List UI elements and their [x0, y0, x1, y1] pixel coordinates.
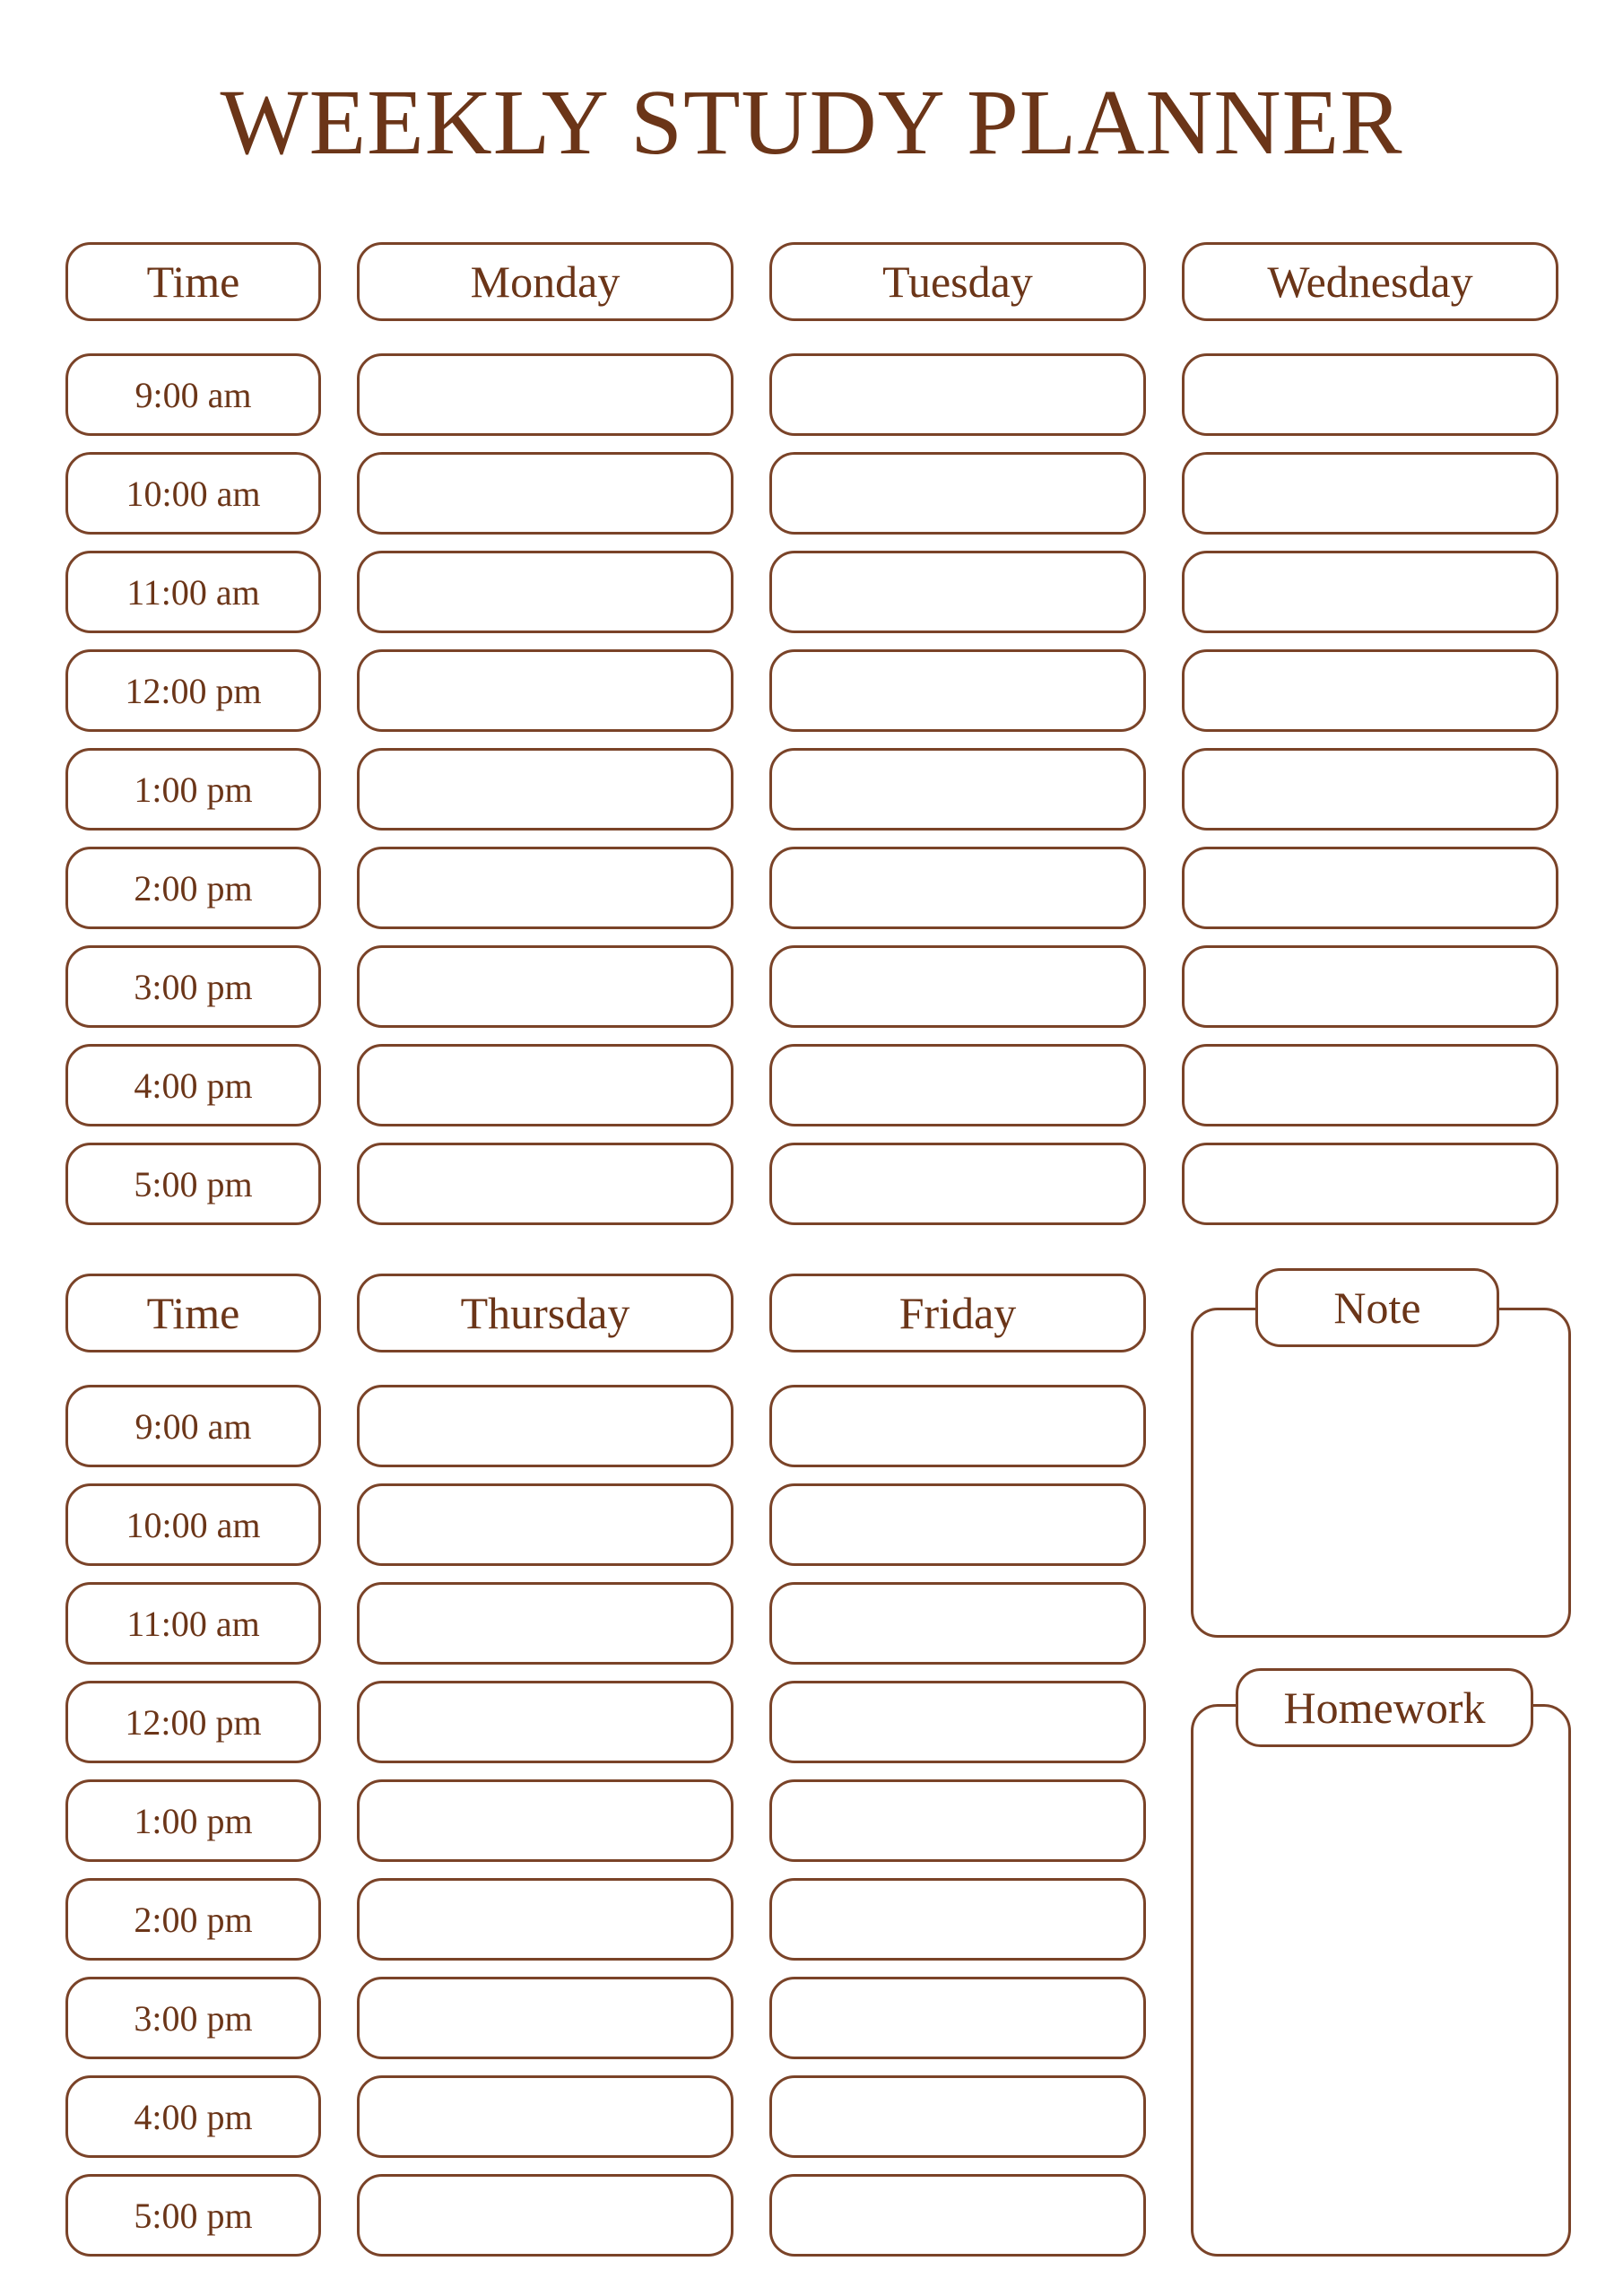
- page-title: WEEKLY STUDY PLANNER: [220, 71, 1403, 174]
- slot-friday-1-00-pm[interactable]: [769, 1779, 1146, 1862]
- slot-monday-2-00-pm[interactable]: [357, 847, 733, 929]
- top-time-header: Time: [65, 242, 321, 321]
- slot-wednesday-2-00-pm[interactable]: [1182, 847, 1558, 929]
- slot-monday-12-00-pm[interactable]: [357, 649, 733, 732]
- slot-wednesday-1-00-pm[interactable]: [1182, 748, 1558, 831]
- slot-friday-11-00-am[interactable]: [769, 1582, 1146, 1665]
- slot-friday-9-00-am[interactable]: [769, 1385, 1146, 1467]
- slot-monday-4-00-pm[interactable]: [357, 1044, 733, 1126]
- slot-wednesday-4-00-pm[interactable]: [1182, 1044, 1558, 1126]
- note-label: Note: [1255, 1268, 1499, 1347]
- top-time-label: 2:00 pm: [65, 847, 321, 929]
- slot-thursday-10-00-am[interactable]: [357, 1483, 733, 1566]
- slot-thursday-2-00-pm[interactable]: [357, 1878, 733, 1961]
- slot-thursday-11-00-am[interactable]: [357, 1582, 733, 1665]
- bottom-time-label: 12:00 pm: [65, 1681, 321, 1763]
- slot-monday-9-00-am[interactable]: [357, 353, 733, 436]
- slot-tuesday-9-00-am[interactable]: [769, 353, 1146, 436]
- slot-monday-3-00-pm[interactable]: [357, 945, 733, 1028]
- slot-monday-10-00-am[interactable]: [357, 452, 733, 535]
- top-time-label: 1:00 pm: [65, 748, 321, 831]
- slot-friday-5-00-pm[interactable]: [769, 2174, 1146, 2257]
- slot-friday-4-00-pm[interactable]: [769, 2075, 1146, 2158]
- slot-wednesday-12-00-pm[interactable]: [1182, 649, 1558, 732]
- slot-tuesday-3-00-pm[interactable]: [769, 945, 1146, 1028]
- slot-friday-2-00-pm[interactable]: [769, 1878, 1146, 1961]
- bottom-time-label: 9:00 am: [65, 1385, 321, 1467]
- slot-thursday-3-00-pm[interactable]: [357, 1977, 733, 2059]
- slot-wednesday-9-00-am[interactable]: [1182, 353, 1558, 436]
- bottom-time-label: 4:00 pm: [65, 2075, 321, 2158]
- homework-label: Homework: [1236, 1668, 1533, 1747]
- slot-thursday-1-00-pm[interactable]: [357, 1779, 733, 1862]
- slot-wednesday-3-00-pm[interactable]: [1182, 945, 1558, 1028]
- day-header-wednesday: Wednesday: [1182, 242, 1558, 321]
- bottom-time-label: 5:00 pm: [65, 2174, 321, 2257]
- slot-monday-5-00-pm[interactable]: [357, 1143, 733, 1225]
- top-time-label: 4:00 pm: [65, 1044, 321, 1126]
- slot-tuesday-11-00-am[interactable]: [769, 551, 1146, 633]
- day-header-thursday: Thursday: [357, 1274, 733, 1352]
- top-time-label: 12:00 pm: [65, 649, 321, 732]
- slot-friday-3-00-pm[interactable]: [769, 1977, 1146, 2059]
- top-time-label: 5:00 pm: [65, 1143, 321, 1225]
- note-area[interactable]: [1191, 1308, 1571, 1638]
- bottom-time-header: Time: [65, 1274, 321, 1352]
- slot-tuesday-4-00-pm[interactable]: [769, 1044, 1146, 1126]
- slot-wednesday-10-00-am[interactable]: [1182, 452, 1558, 535]
- slot-tuesday-1-00-pm[interactable]: [769, 748, 1146, 831]
- slot-tuesday-12-00-pm[interactable]: [769, 649, 1146, 732]
- day-header-friday: Friday: [769, 1274, 1146, 1352]
- bottom-time-label: 1:00 pm: [65, 1779, 321, 1862]
- slot-thursday-5-00-pm[interactable]: [357, 2174, 733, 2257]
- slot-monday-1-00-pm[interactable]: [357, 748, 733, 831]
- top-time-label: 11:00 am: [65, 551, 321, 633]
- slot-wednesday-11-00-am[interactable]: [1182, 551, 1558, 633]
- top-time-label: 3:00 pm: [65, 945, 321, 1028]
- slot-tuesday-10-00-am[interactable]: [769, 452, 1146, 535]
- slot-wednesday-5-00-pm[interactable]: [1182, 1143, 1558, 1225]
- homework-area[interactable]: [1191, 1704, 1571, 2257]
- slot-tuesday-5-00-pm[interactable]: [769, 1143, 1146, 1225]
- slot-tuesday-2-00-pm[interactable]: [769, 847, 1146, 929]
- slot-friday-12-00-pm[interactable]: [769, 1681, 1146, 1763]
- bottom-time-label: 10:00 am: [65, 1483, 321, 1566]
- slot-monday-11-00-am[interactable]: [357, 551, 733, 633]
- slot-friday-10-00-am[interactable]: [769, 1483, 1146, 1566]
- top-time-label: 9:00 am: [65, 353, 321, 436]
- slot-thursday-4-00-pm[interactable]: [357, 2075, 733, 2158]
- slot-thursday-12-00-pm[interactable]: [357, 1681, 733, 1763]
- bottom-time-label: 11:00 am: [65, 1582, 321, 1665]
- bottom-time-label: 2:00 pm: [65, 1878, 321, 1961]
- day-header-tuesday: Tuesday: [769, 242, 1146, 321]
- bottom-time-label: 3:00 pm: [65, 1977, 321, 2059]
- day-header-monday: Monday: [357, 242, 733, 321]
- top-time-label: 10:00 am: [65, 452, 321, 535]
- slot-thursday-9-00-am[interactable]: [357, 1385, 733, 1467]
